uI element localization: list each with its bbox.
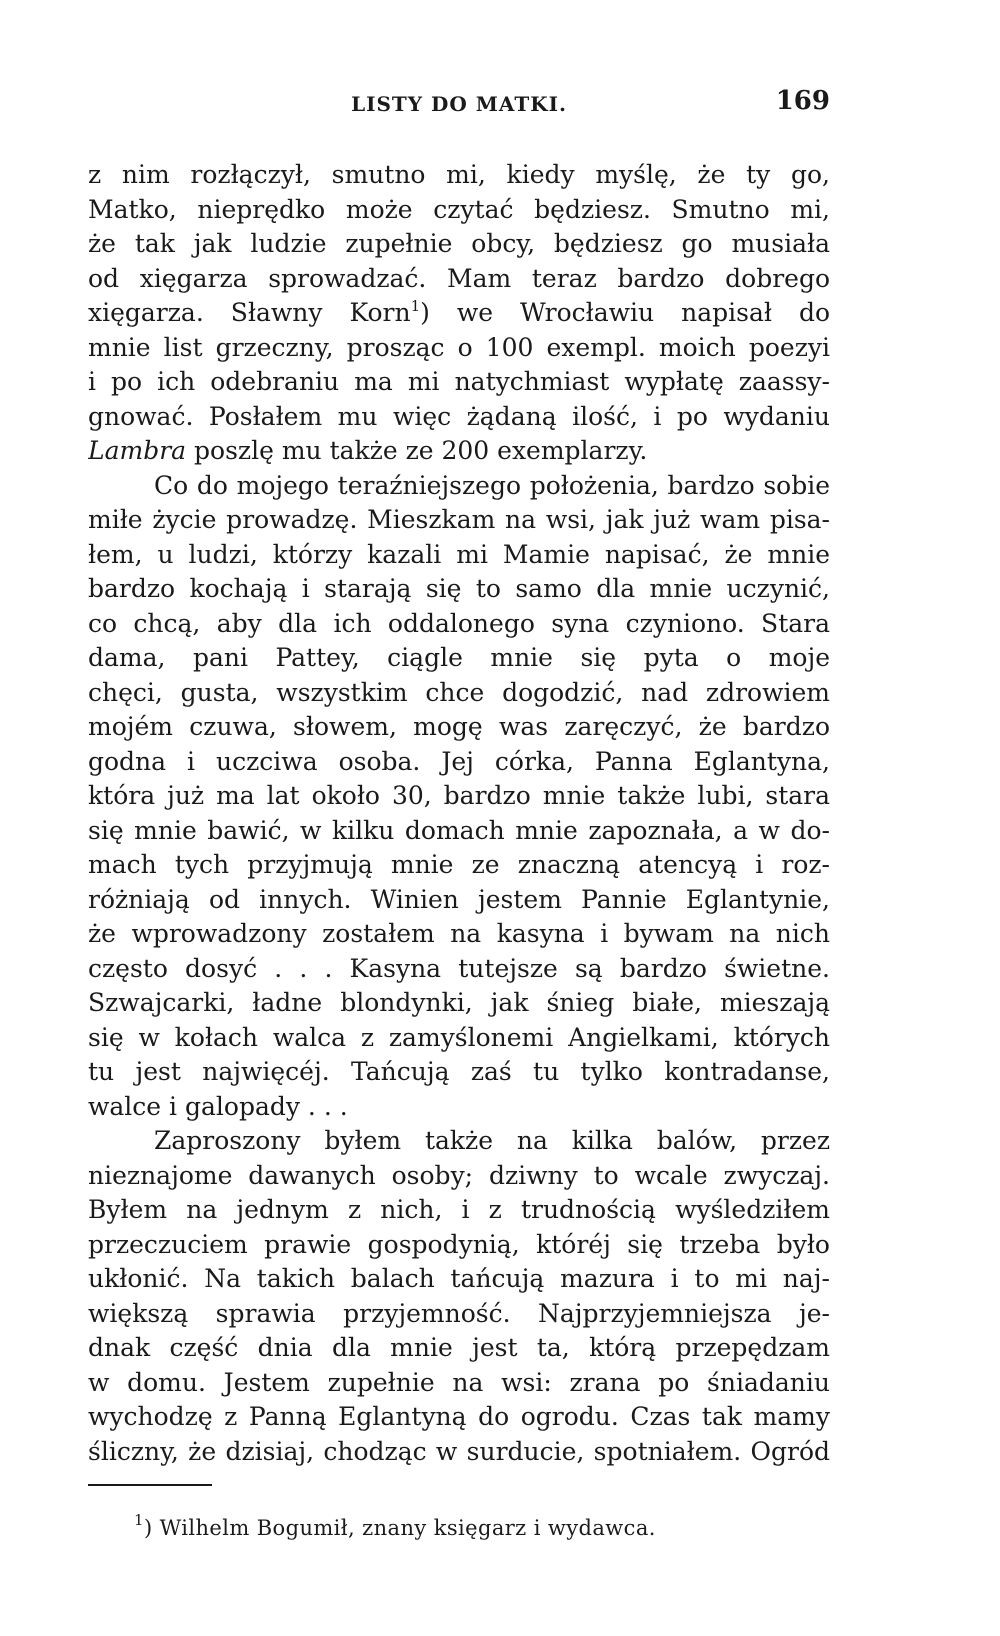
text-line: Co do mojego teraźniejszego położenia, bardzo sobie [154, 470, 830, 500]
text-line: mnie list grzeczny, prosząc o 100 exempl. moich poezyi [88, 332, 830, 362]
text-line: dnak część dnia dla mnie jest ta, którą przepędzam [88, 1333, 830, 1362]
text-line: że tak jak ludzie zupełnie obcy, będziesz go musiała [88, 229, 830, 258]
text-line: wychodzę z Panną Eglantyną do ogrodu. Czas tak mamy [88, 1402, 830, 1431]
text-line: łem, u ludzi, którzy kazali mi Mamie napisać, że mnie [88, 539, 830, 569]
text-line: i po ich odebraniu ma mi natychmiast wypłatę zaassy- [88, 367, 830, 396]
text-line: walce i galopady . . . [88, 1091, 348, 1121]
text-line: dama, pani Pattey, ciągle mnie się pyta o moje [88, 643, 830, 672]
footnote-reference: 1 [410, 297, 421, 315]
text-line: mach tych przyjmują mnie ze znaczną atencyą i roz- [88, 850, 830, 879]
text-line: nieznajome dawanych osoby; dziwny to wcale zwyczaj. [88, 1160, 830, 1190]
text-line: większą sprawia przyjemność. Najprzyjemniejsza je- [88, 1298, 830, 1328]
text-line: chęci, gusta, wszystkim chce dogodzić, nad zdrowiem [88, 677, 830, 707]
text-line: miłe życie prowadzę. Mieszkam na wsi, jak już wam pisa- [88, 505, 830, 534]
text-line [88, 434, 830, 469]
text-line: z nim rozłączył, smutno mi, kiedy myślę, że ty go, [88, 160, 830, 189]
text-segment: poszlę mu także ze 200 exemplarzy. [186, 436, 648, 465]
text-line: Matko, nieprędko może czytać będziesz. Smutno mi, [88, 194, 830, 224]
footnote-text: ) Wilhelm Bogumił, znany księgarz i wydawca. [143, 1516, 656, 1540]
text-line: śliczny, że dzisiaj, chodząc w surducie, spotniałem. Ogród [88, 1436, 830, 1466]
running-title: LISTY DO MATKI. [351, 92, 567, 116]
page-number: 169 [775, 86, 830, 116]
text-line: ukłonić. Na takich balach tańcują mazura i to mi naj- [88, 1264, 830, 1293]
text-line: się mnie bawić, w kilku domach mnie zapoznała, a w do- [88, 815, 830, 845]
text-line: godna i uczciwa osoba. Jej córka, Panna Eglantyna, [88, 746, 830, 776]
text-line: różniają od innych. Winien jestem Pannie Eglantynie, [88, 884, 830, 914]
text-line: w domu. Jestem zupełnie na wsi: zrana po śniadaniu [88, 1367, 830, 1397]
text-line: która już ma lat około 30, bardzo mnie także lubi, stara [88, 781, 830, 810]
text-line: tu jest najwięcéj. Tańcują zaś tu tylko kontradanse, [88, 1057, 830, 1086]
text-line: co chcą, aby dla ich oddalonego syna czyniono. Stara [88, 608, 830, 638]
text-line: bardzo kochają i starają się to samo dla mnie uczynić, [88, 574, 830, 603]
footnote-mark: 1 [134, 1511, 144, 1529]
body-text [88, 158, 830, 1469]
text-line [88, 296, 830, 331]
text-line: że wprowadzony zostałem na kasyna i bywam na nich [88, 919, 830, 948]
text-line: się w kołach walca z zamyślonemi Angielkami, których [88, 1022, 830, 1052]
text-line: gnować. Posłałem mu więc żądaną ilość, i po wydaniu [88, 401, 830, 431]
italic-title: Lambra [88, 436, 187, 465]
text-line: mojém czuwa, słowem, mogę was zaręczyć, że bardzo [88, 712, 830, 741]
text-line: Byłem na jednym z nich, i z trudnością wyśledziłem [88, 1195, 830, 1224]
text-segment: xięgarza. Sławny Korn [88, 298, 411, 327]
text-line: przeczuciem prawie gospodynią, któréj się trzeba było [88, 1229, 830, 1259]
text-line: Zaproszony byłem także na kilka balów, przez [154, 1126, 830, 1155]
text-segment: ) we Wrocławiu napisał do [420, 298, 830, 327]
footnote [134, 1511, 656, 1540]
page-header [88, 86, 830, 126]
footnote-divider [88, 1484, 212, 1486]
text-line: Szwajcarki, ładne blondynki, jak śnieg białe, mieszają [88, 988, 830, 1017]
text-line: od xięgarza sprowadzać. Mam teraz bardzo dobrego [88, 263, 830, 293]
text-line: często dosyć . . . Kasyna tutejsze są bardzo świetne. [88, 953, 830, 983]
